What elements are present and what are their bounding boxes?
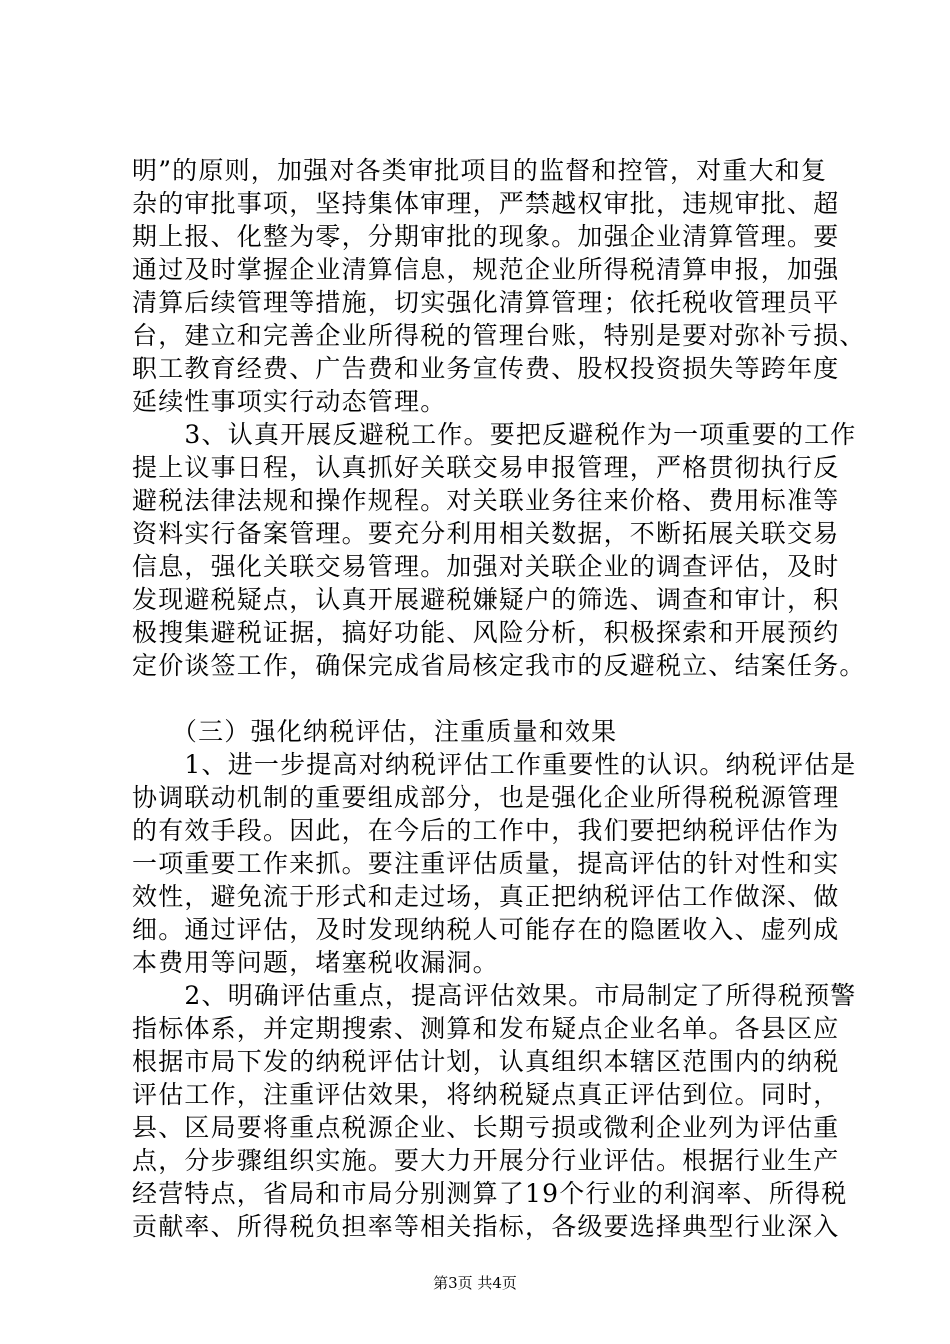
text-line: 一项重要工作来抓。要注重评估质量，提高评估的针对性和实	[132, 849, 840, 878]
page-number-footer: 第3页 共4页	[433, 1274, 517, 1292]
paragraph-spacer	[132, 682, 832, 715]
text-line: 根据市局下发的纳税评估计划，认真组织本辖区范围内的纳税	[132, 1047, 840, 1076]
paragraph-approval-management	[132, 154, 866, 418]
text-line: 效性，避免流于形式和走过场，真正把纳税评估工作做深、做	[132, 882, 840, 911]
text-line: 1、进一步提高对纳税评估工作重要性的认识。纳税评估是	[132, 750, 857, 779]
text-line: 期上报、化整为零，分期审批的现象。加强企业清算管理。要	[132, 222, 840, 251]
paragraph-evaluation-focus	[132, 979, 857, 1243]
paragraph-anti-avoidance	[132, 418, 866, 682]
text-line: 通过及时掌握企业清算信息，规范企业所得税清算申报，加强	[132, 255, 840, 284]
paragraph-evaluation-importance	[132, 748, 857, 979]
text-line: 的有效手段。因此，在今后的工作中，我们要把纳税评估作为	[132, 816, 840, 845]
text-line: 评估工作，注重评估效果，将纳税疑点真正评估到位。同时，	[132, 1080, 840, 1109]
text-line: 指标体系，并定期搜索、测算和发布疑点企业名单。各县区应	[132, 1014, 840, 1043]
text-line: 避税法律法规和操作规程。对关联业务往来价格、费用标准等	[132, 486, 840, 515]
text-line: 定价谈签工作，确保完成省局核定我市的反避税立、结案任务。	[132, 651, 866, 680]
text-line: 本费用等问题，堵塞税收漏洞。	[132, 948, 499, 977]
body-text	[132, 154, 866, 1243]
text-line: 资料实行备案管理。要充分利用相关数据，不断拓展关联交易	[132, 519, 840, 548]
text-line: 提上议事日程，认真抓好关联交易申报管理，严格贯彻执行反	[132, 453, 840, 482]
text-line: 信息，强化关联交易管理。加强对关联企业的调查评估，及时	[132, 552, 840, 581]
text-line: 清算后续管理等措施，切实强化清算管理；依托税收管理员平	[132, 288, 840, 317]
heading-line: （三）强化纳税评估，注重质量和效果	[132, 717, 618, 746]
text-line: 台，建立和完善企业所得税的管理台账，特别是要对弥补亏损、	[132, 321, 866, 350]
text-line: 明”的原则，加强对各类审批项目的监督和控管，对重大和复	[132, 156, 828, 185]
text-line: 极搜集避税证据，搞好功能、风险分析，积极探索和开展预约	[132, 618, 840, 647]
section-heading	[132, 715, 832, 748]
text-line: 贡献率、所得税负担率等相关指标，各级要选择典型行业深入	[132, 1212, 840, 1241]
text-line: 职工教育经费、广告费和业务宣传费、股权投资损失等跨年度	[132, 354, 840, 383]
text-line: 细。通过评估，及时发现纳税人可能存在的隐匿收入、虚列成	[132, 915, 840, 944]
text-line: 点，分步骤组织实施。要大力开展分行业评估。根据行业生产	[132, 1146, 840, 1175]
text-line: 经营特点，省局和市局分别测算了19个行业的利润率、所得税	[132, 1179, 848, 1208]
text-line: 延续性事项实行动态管理。	[132, 387, 447, 416]
text-line: 2、明确评估重点，提高评估效果。市局制定了所得税预警	[132, 981, 857, 1010]
text-line: 县、区局要将重点税源企业、长期亏损或微利企业列为评估重	[132, 1113, 840, 1142]
text-line: 3、认真开展反避税工作。要把反避税作为一项重要的工作	[132, 420, 857, 449]
text-line: 发现避税疑点，认真开展避税嫌疑户的筛选、调查和审计，积	[132, 585, 840, 614]
text-line: 杂的审批事项，坚持集体审理，严禁越权审批，违规审批、超	[132, 189, 840, 218]
text-line: 协调联动机制的重要组成部分，也是强化企业所得税税源管理	[132, 783, 840, 812]
